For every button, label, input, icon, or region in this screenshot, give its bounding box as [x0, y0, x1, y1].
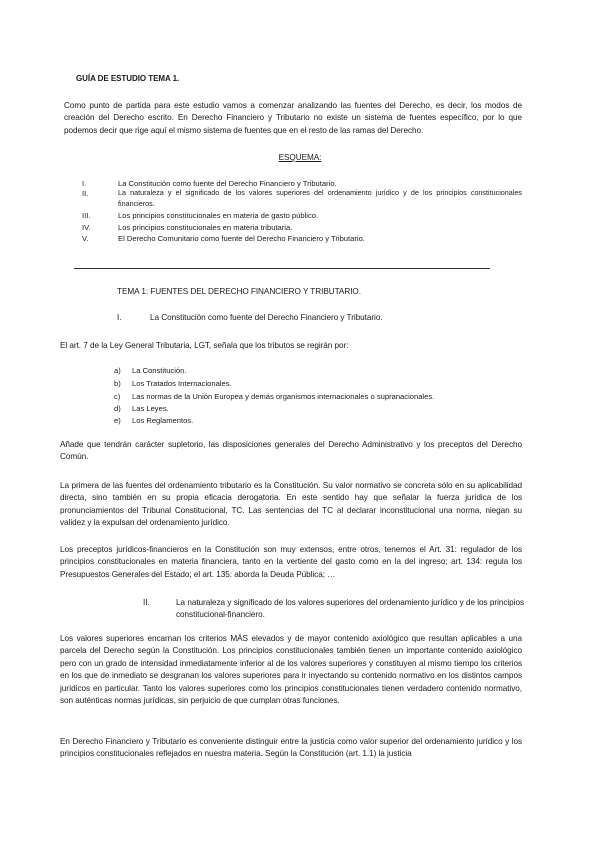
list-item-text: Los Tratados Internacionales.: [132, 379, 232, 388]
section-1-number: I.: [117, 313, 122, 322]
esquema-list: [82, 178, 522, 248]
section-1-paragraph: La primera de las fuentes del ordenamiento tributario es la Constitución. Su valor normativo se concreta sólo en su aplicabilidad directa, sino también en su propia eficacia derogatoria. En este sentido hay que señalar la fuerza jurídica de los pronunciamientos del Tribunal Constitucional, TC. Las sentencias del TC al declarar inconstitucional una norma, niegan su validez y la expulsan del ordenamiento jurídico.: [60, 481, 522, 528]
document-title: GUÍA DE ESTUDIO TEMA 1.: [76, 74, 180, 83]
tema-title: TEMA 1: FUENTES DEL DERECHO FINANCIERO Y TRIBUTARIO.: [117, 287, 361, 296]
intro-paragraph: Como punto de partida para este estudio vamos a comenzar analizando las fuentes del Derecho, es decir, los modos de creación del Derecho escrito. En Derecho Financiero y Tributario no existe un sistema de fuentes específico, por lo que podemos decir que rige aquí el mismo sistema de fuentes que en el resto de las ramas del Derecho.: [64, 101, 522, 135]
esquema-item-number: I.: [82, 179, 87, 188]
sources-list: [114, 365, 514, 427]
esquema-item-number: III.: [82, 211, 91, 220]
section-1-heading: La Constitución como fuente del Derecho Financiero y Tributario.: [150, 313, 383, 322]
section-2-paragraph: En Derecho Financiero y Tributario es conveniente distinguir entre la justicia como valor superior del ordenamiento jurídico y los principios constitucionales reflejados en nuestra materia. Según la Constitución (art. 1.1) la justicia: [60, 737, 522, 759]
esquema-item-text: La Constitución como fuente del Derecho Financiero y Tributario.: [118, 179, 337, 188]
list-item-letter: c): [114, 392, 121, 401]
section-2-number: II.: [143, 598, 150, 607]
section-1-lead: El art. 7 de la Ley General Tributaria, LGT, señala que los tributos se regirán por:: [60, 341, 349, 350]
list-item-letter: a): [114, 366, 121, 375]
list-item-text: La Constitución.: [132, 366, 187, 375]
list-item-text: Las Leyes.: [132, 404, 169, 413]
list-item-text: Las normas de la Unión Europea y demás organismos internacionales o supranacionales.: [132, 392, 435, 401]
esquema-item-number: V.: [82, 234, 89, 243]
list-item-letter: b): [114, 379, 121, 388]
section-divider: [74, 268, 490, 269]
esquema-heading: ESQUEMA:: [278, 153, 322, 162]
section-2-heading: La naturaleza y significado de los valores superiores del ordenamiento jurídico y de los principios constitucional-financiero.: [176, 598, 524, 620]
esquema-item-number: II.: [82, 189, 89, 198]
list-item-letter: d): [114, 404, 121, 413]
esquema-item-number: IV.: [82, 223, 91, 232]
list-item-letter: e): [114, 416, 121, 425]
esquema-item-text: Los principios constitucionales en materia de gasto público.: [118, 211, 319, 220]
esquema-item-text: Los principios constitucionales en materia tributaria.: [118, 223, 293, 232]
esquema-item-text: La naturaleza y el significado de los valores superiores del ordenamiento jurídico y de los principios constitucionales financieros.: [118, 188, 522, 208]
esquema-item-text: El Derecho Comunitario como fuente del Derecho Financiero y Tributario.: [118, 234, 365, 243]
section-2-paragraph: Los valores superiores encarnan los criterios MÁS elevados y de mayor contenido axiológico que resultan aplicables a una parcela del Derecho según la Constitución. Los principios constitucionales también tienen un importante contenido axiológico pero con un grado de intensidad inmediatamente inferior al de los valores superiores y constituyen al mismo tiempo los criterios en los que de inmediato se desgranan los valores superiores para ir inyectando su contenido normativo en los distintos campos jurídicos en particular. Tanto los valores superiores como los principios constitucionales tienen verdadero contenido normativo, son auténticas normas jurídicas, sin perjuicio de que cumplan otras funciones.: [60, 634, 522, 706]
section-1-paragraph: Añade que tendrán carácter supletorio, las disposiciones generales del Derecho Administrativo y los preceptos del Derecho Común.: [60, 440, 522, 462]
section-1-paragraph: Los preceptos jurídicos-financieros en la Constitución son muy extensos, entre otros, tenemos el Art. 31: regulador de los principios constitucionales en materia financiera, tanto en la vertiente del gasto como en la del ingreso; art. 134: regula los Presupuestos Generales del Estado; el art. 135: aborda la Deuda Pública; …: [60, 545, 522, 579]
list-item-text: Los Reglamentos.: [132, 416, 194, 425]
